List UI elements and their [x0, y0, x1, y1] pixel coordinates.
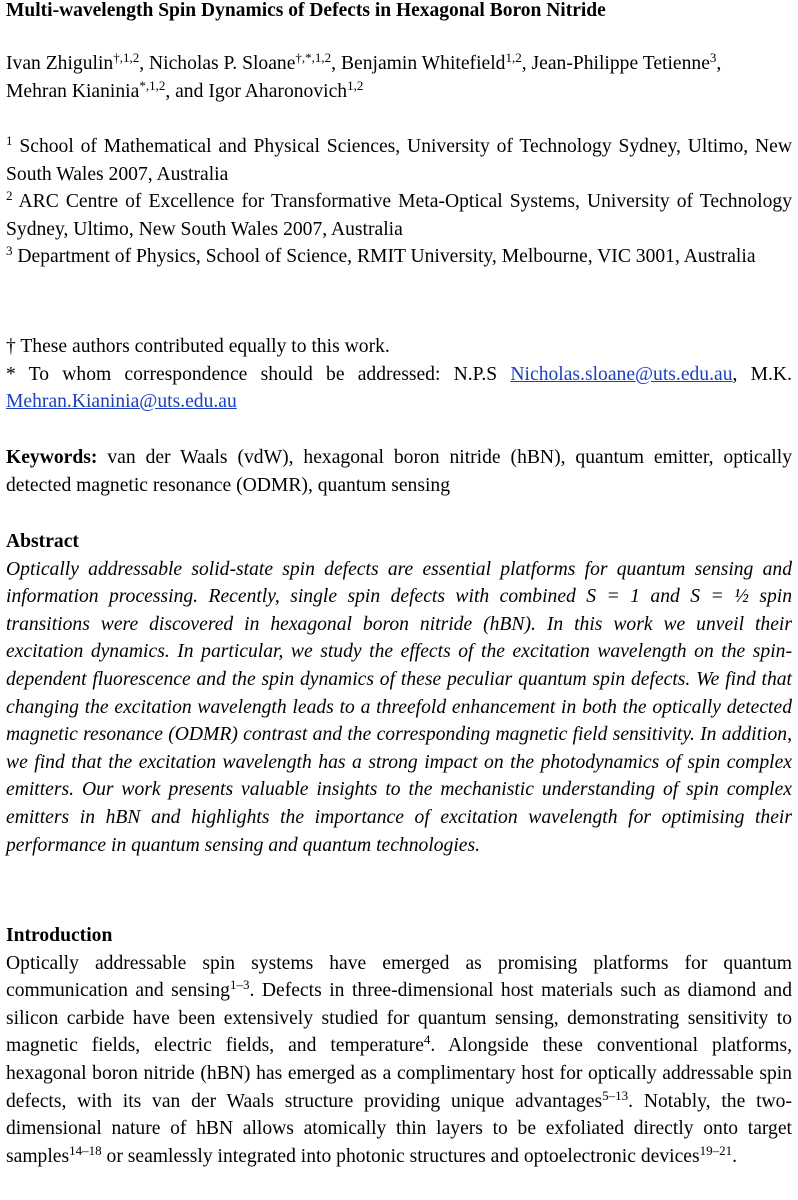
- abstract-heading: Abstract: [6, 531, 79, 552]
- affiliation-list: [6, 133, 792, 271]
- abstract-text: Optically addressable solid-state spin defects are essential platforms for quantum sensing and information processing. Recently, single spin defects with combined S = 1 and S = ½ spin transitions were discovered in hexagonal boron nitride (hBN). In this work we unveil their excitation dynamics. In particular, we study the effects of the excitation wavelength on the spin-dependent fluorescence and the spin dynamics of these peculiar quantum spin defects. We find that changing the excitation wavelength leads to a threefold enhancement in both the optically detected magnetic resonance (ODMR) contrast and the corresponding magnetic field sensitivity. In addition, we find that the excitation wavelength has a strong impact on the photodynamics of spin complex emitters. Our work presents valuable insights to the mechanistic understanding of spin complex emitters in hBN and highlights the importance of excitation wavelength for optimising their performance in quantum sensing and quantum technologies.: [6, 558, 792, 856]
- author-3: Benjamin Whitefield$^{1,2}$,: [340, 49, 532, 74]
- citation: 14–18: [69, 1142, 102, 1158]
- citation: 19–21: [699, 1142, 733, 1158]
- author-6: Igor Aharonovich$^{1,2}$: [208, 77, 364, 102]
- introduction-paragraph: Optically addressable spin systems have emerged as promising platforms for quantum communication and sensing$^{1-3}$. Defects in three-dimensional host materials such as diamond and silicon carbide have been extensively studied for quantum sensing, demonstrating sensitivity to magnetic fields, electric fields, and temperature$^4$. Alongside these conventional platforms, hexagonal boron nitride (hBN) has emerged as a complimentary host for optically addressable spin defects, with its van der Waals structure providing unique advantages$^{5-13}$. Notably, the two-dimensional nature of hBN allows atomically thin layers to be exfoliated directly onto target samples$^{14-18}$ or seamlessly integrated into photonic structures and optoelectronic devices$^{19-21}$.: [6, 952, 792, 1167]
- introduction-heading: Introduction: [6, 925, 113, 946]
- keywords-label: Keywords:: [6, 447, 98, 468]
- correspondence-note: * To whom correspondence should be addressed: N.P.S Nicholas.sloane@uts.edu.au, M.K. Mehran.Kianinia@uts.edu.au: [6, 363, 792, 413]
- author-4: Jean-Philippe Tetienne$^3$,: [531, 49, 722, 74]
- citation: 1–3: [229, 977, 250, 993]
- paper-title: Multi-wavelength Spin Dynamics of Defects in Hexagonal Boron Nitride: [6, 0, 606, 21]
- keywords-text: van der Waals (vdW), hexagonal boron nitride (hBN), quantum emitter, optically detected magnetic resonance (ODMR), quantum sensing: [6, 447, 792, 496]
- author-notes: [6, 333, 792, 416]
- keywords: [6, 444, 792, 499]
- author-list: [6, 50, 792, 105]
- affiliation-2: $^2$ ARC Centre of Excellence for Transformative Meta-Optical Systems, University of Technology Sydney, Ultimo, New South Wales 2007, Australia: [6, 188, 792, 240]
- abstract-section: [6, 528, 792, 859]
- author-1: Ivan Zhigulin$^{\dagger,1,2}$,: [6, 49, 149, 74]
- introduction-section: [6, 922, 792, 1170]
- email-link-sloane[interactable]: Nicholas.sloane@uts.edu.au: [510, 363, 733, 385]
- equal-contribution-note: † These authors contributed equally to this work.: [6, 336, 390, 357]
- email-link-kianinia[interactable]: Mehran.Kianinia@uts.edu.au: [6, 391, 237, 413]
- citation: 4: [423, 1032, 431, 1048]
- affiliation-1: $^1$ School of Mathematical and Physical Sciences, University of Technology Sydney, Ultimo, New South Wales 2007, Australia: [6, 132, 792, 185]
- affiliation-3: $^3$ Department of Physics, School of Science, RMIT University, Melbourne, VIC 3001, Australia: [6, 243, 756, 268]
- author-2: Nicholas P. Sloane$^{\dagger,*,1,2}$,: [149, 49, 341, 74]
- author-5: Mehran Kianinia$^{*,1,2}$, and: [6, 77, 209, 102]
- citation: 5–13: [602, 1087, 629, 1103]
